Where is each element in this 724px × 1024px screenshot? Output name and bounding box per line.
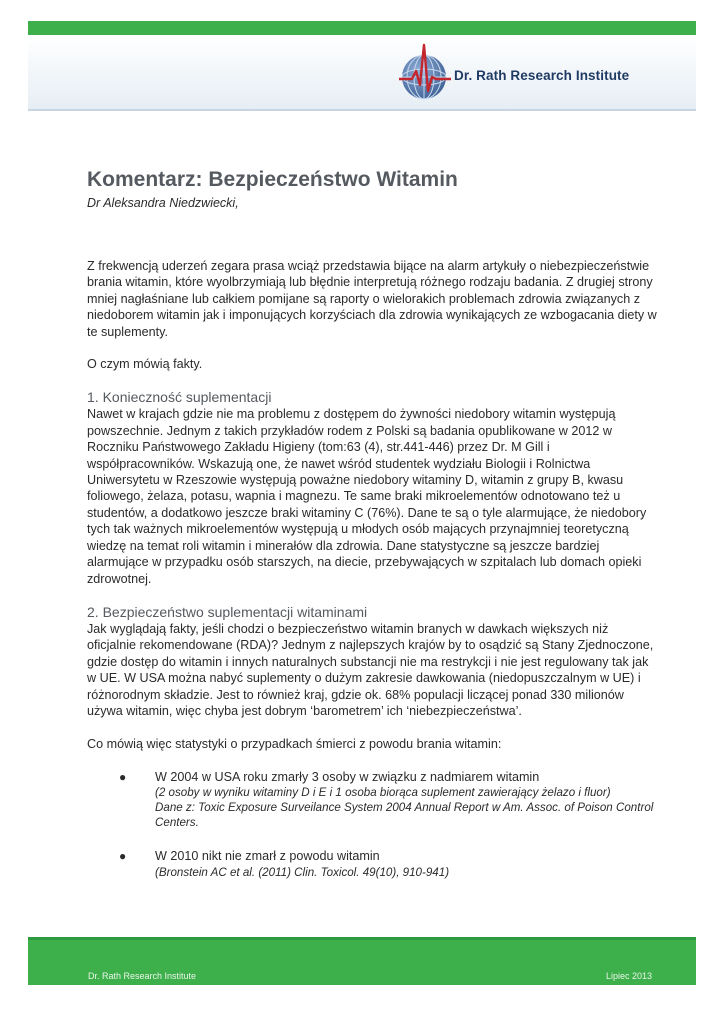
bullet-icon: ●: [119, 849, 127, 864]
globe-heartbeat-logo-icon: [398, 41, 452, 103]
bullet-text: W 2004 w USA roku zmarły 3 osoby w związku z nadmiarem witamin: [155, 769, 540, 784]
brand-name: Dr. Rath Research Institute: [454, 68, 630, 83]
section-2-text: Jak wyglądają fakty, jeśli chodzi o bezpieczeństwo witamin branych w dawkach większych niż oficjalnie rekomendowane (RDA)? Jednym z najlepszych krajów by to osądzić są Stany Zjednoczone, gdzie dostęp do witamin i innych naturalnych substancji nie ma restrykcji i nie jest regulowany tak jak w UE. W USA można nabyć suplementy o dużym zakresie dawkowania (niedopuszczalnym w UE) i różnorodnym składzie. Jest to również kraj, gdzie ok. 68% populacji liczącej ponad 330 milionów używa witamin, więc chyba jest dobrym ‘barometrem’ ich ‘niebezpieczeństwa’.: [87, 621, 654, 718]
list-item: [87, 769, 657, 830]
article-body: [87, 258, 657, 898]
bullet-note: (2 osoby w wyniku witaminy D i E i 1 osoba biorąca suplement zawierający żelazo i fluor): [155, 786, 611, 800]
section-1-text: Nawet w krajach gdzie nie ma problemu z dostępem do żywności niedobory witamin występują powszechnie. Jednym z takich przykładów rodem z Polski są badania opublikowane w 2012 w Roczniku Państwowego Zakładu Higieny (tom:63 (4), str.441-446) przez Dr. M Gill i współpracowników. Wskazują one, że nawet wśród studentek wydziału Biologii i Rolnictwa Uniwersytetu w Rzeszowie występują poważne niedobory witaminy D, witamin z grupy B, kwasu foliowego, żelaza, potasu, wapnia i magnezu. Te same braki mikroelementów odnotowano też u studentów, a dodatkowo jeszcze braki witaminy C (76%). Dane te są o tyle alarmujące, że niedobory tych tak ważnych mikroelementów występują u młodych osób mających przynajmniej teoretyczną wiedzę na temat roli witamin i minerałów dla zdrowia. Dane statystyczne są jeszcze bardziej alarmujące w przypadku osób starszych, na diecie, przebywających w szpitalach lub domach opieki zdrowotnej.: [87, 407, 647, 586]
section-2-heading: 2. Bezpieczeństwo suplementacji witaminami: [87, 603, 368, 620]
header-accent-bar: [28, 21, 696, 35]
bullet-list: [87, 769, 657, 880]
bullet-text: W 2010 nikt nie zmarł z powodu witamin: [155, 849, 380, 864]
footer-date: Lipiec 2013: [606, 971, 653, 981]
bullet-source: Dane z: Toxic Exposure Surveilance System 2004 Annual Report w Am. Assoc. of Poison Control Centers.: [155, 801, 654, 830]
list-item: [87, 848, 657, 879]
bullet-note: (Bronstein AC et al. (2011) Clin. Toxicol. 49(10), 910-941): [155, 865, 450, 879]
author-line: Dr Aleksandra Niedzwiecki,: [87, 196, 239, 210]
bullet-icon: ●: [119, 769, 127, 784]
facts-line: O czym mówią fakty.: [87, 357, 203, 372]
intro-paragraph: Z frekwencją uderzeń zegara prasa wciąż przedstawia bijące na alarm artykuły o niebezpieczeństwie brania witamin, które wyolbrzymiają lub błędnie interpretują różnego rodzaju badania. Z drugiej strony mniej nagłaśniane lub całkiem pomijane są raporty o wielorakich problemach zdrowia związanych z niedoborem witamin jak i imponujących korzyściach dla zdrowia wynikających ze wzbogacania diety w te suplementy.: [87, 259, 657, 339]
page-title: Komentarz: Bezpieczeństwo Witamin: [87, 168, 458, 191]
section-1-heading: 1. Konieczność suplementacji: [87, 389, 272, 406]
footer-organization: Dr. Rath Research Institute: [88, 971, 197, 981]
stats-intro: Co mówią więc statystyki o przypadkach śmierci z powodu brania witamin:: [87, 737, 502, 752]
